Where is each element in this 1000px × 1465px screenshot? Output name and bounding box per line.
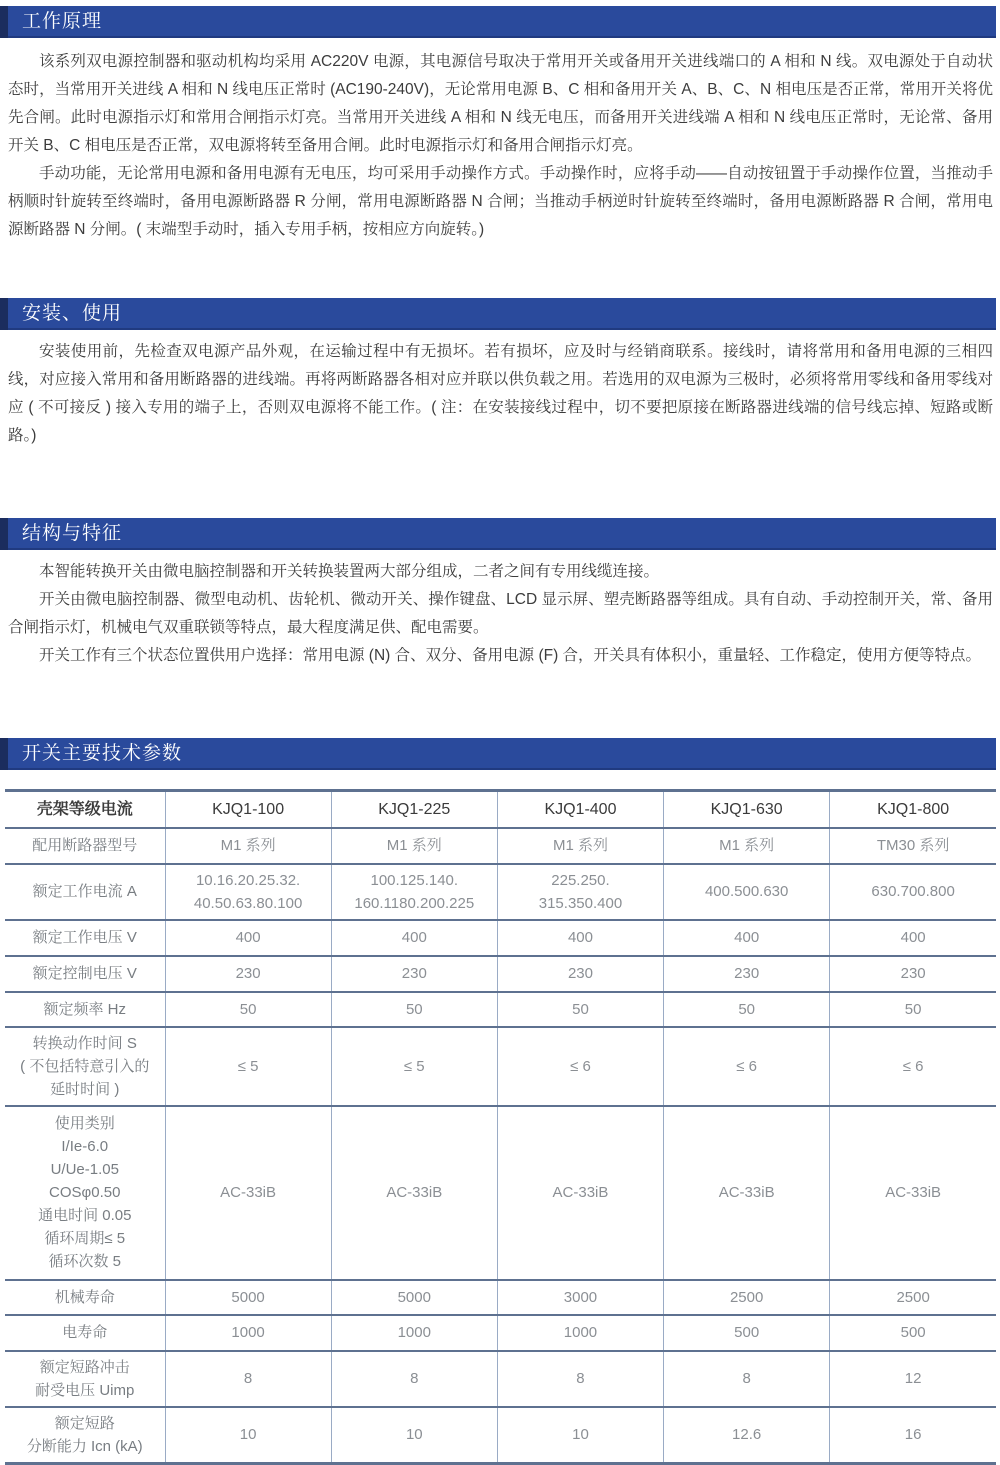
table-cell: 400 — [664, 920, 830, 956]
paragraph: 本智能转换开关由微电脑控制器和开关转换装置两大部分组成，二者之间有专用线缆连接。 — [39, 563, 660, 580]
section-title: 结构与特征 — [22, 523, 123, 544]
row-label-cell: 转换动作时间 S ( 不包括特意引入的 延时时间 ) — [20, 1034, 150, 1098]
table-cell: TM30 系列 — [830, 828, 996, 864]
table-row — [5, 828, 996, 864]
specs-table — [5, 789, 996, 1465]
section-body-working-principle — [0, 48, 1000, 244]
table-cell: 230 — [664, 956, 830, 992]
table-cell: AC-33iB — [664, 1106, 830, 1280]
table-cell: 50 — [497, 992, 663, 1027]
table-row — [5, 1407, 996, 1464]
table-cell: 16 — [830, 1407, 996, 1464]
table-cell: 2500 — [830, 1280, 996, 1315]
section-body-installation-use — [0, 338, 1000, 450]
table-cell: M1 系列 — [165, 828, 331, 864]
column-header-cell: KJQ1-100 — [165, 791, 331, 828]
table-cell: 100.125.140. 160.1180.200.225 — [331, 864, 497, 920]
table-cell: 50 — [165, 992, 331, 1027]
table-cell: AC-33iB — [830, 1106, 996, 1280]
table-cell: 10.16.20.25.32. 40.50.63.80.100 — [165, 864, 331, 920]
table-cell: 12.6 — [664, 1407, 830, 1464]
table-cell: AC-33iB — [497, 1106, 663, 1280]
table-row — [5, 920, 996, 956]
column-header-cell: KJQ1-225 — [331, 791, 497, 828]
table-header-row — [5, 791, 996, 828]
table-cell: 12 — [830, 1351, 996, 1407]
section-header-working-principle — [0, 6, 996, 38]
table-cell: 10 — [165, 1407, 331, 1464]
row-label-cell: 额定频率 Hz — [43, 1000, 126, 1018]
table-cell: M1 系列 — [331, 828, 497, 864]
section-title: 工作原理 — [22, 11, 103, 32]
table-row — [5, 1315, 996, 1351]
row-label-cell: 使用类别 I/Ie-6.0 U/Ue-1.05 COSφ0.50 通电时间 0.05 循环周期≤ 5 循环次数 5 — [38, 1115, 132, 1270]
table-row — [5, 864, 996, 920]
paragraph: 开关工作有三个状态位置供用户选择：常用电源 (N) 合、双分、备用电源 (F) 合，开关具有体积小，重量轻、工作稳定，使用方便等特点。 — [39, 647, 982, 664]
column-header-cell: KJQ1-800 — [830, 791, 996, 828]
table-cell: M1 系列 — [497, 828, 663, 864]
table-cell: 5000 — [331, 1280, 497, 1315]
paragraph: 手动功能，无论常用电源和备用电源有无电压，均可采用手动操作方式。手动操作时，应将手动——自动按钮置于手动操作位置，当推动手柄顺时针旋转至终端时，备用电源断路器 R 分闸，常用电源断路器 N 合闸；当推动手柄逆时针旋转至终端时，备用电源断路器 R 合闸，常用电源断路器 N 分闸。( 末端型手动时，插入专用手柄，按相应方向旋转。) — [8, 165, 993, 238]
table-cell: 8 — [664, 1351, 830, 1407]
table-cell: 2500 — [664, 1280, 830, 1315]
paragraph: 该系列双电源控制器和驱动机构均采用 AC220V 电源，其电源信号取决于常用开关或备用开关进线端口的 A 相和 N 线。双电源处于自动状态时，当常用开关进线 A 相和 N 线电压正常时 (AC190-240V)，无论常用电源 B、C 相和备用开关 A、B、C、N 相电压是否正常，常用开关将优先合闸。此时电源指示灯和常用合闸指示灯亮。当常用开关进线 A 相和 N 线无电压，而备用开关进线端 A 相和 N 线电压正常时，无论常、备用开关 B、C 相电压是否正常，双电源将转至备用合闸。此时电源指示灯和备用合闸指示灯亮。 — [8, 53, 993, 154]
row-label-cell: 机械寿命 — [54, 1288, 115, 1306]
table-cell: 400 — [331, 920, 497, 956]
row-label-cell: 配用断路器型号 — [32, 837, 138, 854]
section-title: 安装、使用 — [22, 303, 123, 324]
table-cell: 400 — [830, 920, 996, 956]
table-cell: 10 — [497, 1407, 663, 1464]
paragraph: 开关由微电脑控制器、微型电动机、齿轮机、微动开关、操作键盘、LCD 显示屏、塑壳断路器等组成。具有自动、手动控制开关，常、备用合闸指示灯，机械电气双重联锁等特点，最大程度满足供、配电需要。 — [8, 591, 993, 636]
column-header-cell: KJQ1-630 — [664, 791, 830, 828]
table-row — [5, 992, 996, 1027]
column-header-cell: KJQ1-400 — [497, 791, 663, 828]
table-cell: 5000 — [165, 1280, 331, 1315]
table-cell: 3000 — [497, 1280, 663, 1315]
table-cell: ≤ 6 — [497, 1027, 663, 1106]
table-cell: 400.500.630 — [664, 864, 830, 920]
section-header-installation-use — [0, 298, 996, 330]
table-cell: 500 — [830, 1315, 996, 1351]
table-cell: ≤ 5 — [165, 1027, 331, 1106]
section-header-technical-parameters — [0, 738, 996, 770]
table-cell: ≤ 6 — [664, 1027, 830, 1106]
table-cell: 230 — [165, 956, 331, 992]
row-label-cell: 额定短路 分断能力 Icn (kA) — [26, 1414, 143, 1455]
paragraph: 安装使用前，先检查双电源产品外观，在运输过程中有无损坏。若有损坏，应及时与经销商联系。接线时，请将常用和备用电源的三相四线，对应接入常用和备用断路器的进线端。再将两断路器各相对应并联以供负载之用。若选用的双电源为三极时，必须将常用零线和备用零线对应 ( 不可接反 ) 接入专用的端子上，否则双电源将不能工作。( 注：在安装接线过程中，切不要把原接在断路器进线端的信号线忘掉、短路或断路。) — [8, 343, 993, 444]
table-cell: M1 系列 — [664, 828, 830, 864]
table-row — [5, 1351, 996, 1407]
table-cell: 1000 — [165, 1315, 331, 1351]
table-cell: 230 — [497, 956, 663, 992]
table-row — [5, 956, 996, 992]
table-cell: 230 — [331, 956, 497, 992]
row-label-cell: 电寿命 — [62, 1324, 108, 1341]
table-cell: AC-33iB — [165, 1106, 331, 1280]
table-cell: 50 — [830, 992, 996, 1027]
table-cell: 400 — [497, 920, 663, 956]
table-cell: 8 — [497, 1351, 663, 1407]
corner-cell: 壳架等级电流 — [36, 800, 133, 818]
table-cell: 50 — [664, 992, 830, 1027]
table-cell: 225.250. 315.350.400 — [497, 864, 663, 920]
table-cell: ≤ 5 — [331, 1027, 497, 1106]
table-cell: 1000 — [331, 1315, 497, 1351]
table-cell: 1000 — [497, 1315, 663, 1351]
table-row — [5, 1280, 996, 1315]
row-label-cell: 额定控制电压 V — [32, 965, 137, 982]
section-header-structure-features — [0, 518, 996, 550]
row-label-cell: 额定工作电流 A — [32, 883, 137, 900]
table-cell: ≤ 6 — [830, 1027, 996, 1106]
specs-table-body — [5, 791, 996, 1464]
table-cell: 500 — [664, 1315, 830, 1351]
table-row — [5, 1027, 996, 1106]
row-label-cell: 额定短路冲击 耐受电压 Uimp — [35, 1358, 135, 1399]
table-cell: 10 — [331, 1407, 497, 1464]
section-body-structure-features — [0, 558, 1000, 670]
table-cell: 630.700.800 — [830, 864, 996, 920]
row-label-cell: 额定工作电压 V — [32, 929, 137, 946]
table-cell: 400 — [165, 920, 331, 956]
table-row — [5, 1106, 996, 1280]
section-title: 开关主要技术参数 — [22, 743, 183, 764]
table-cell: 8 — [165, 1351, 331, 1407]
table-cell: 8 — [331, 1351, 497, 1407]
table-cell: AC-33iB — [331, 1106, 497, 1280]
table-cell: 230 — [830, 956, 996, 992]
table-cell: 50 — [331, 992, 497, 1027]
